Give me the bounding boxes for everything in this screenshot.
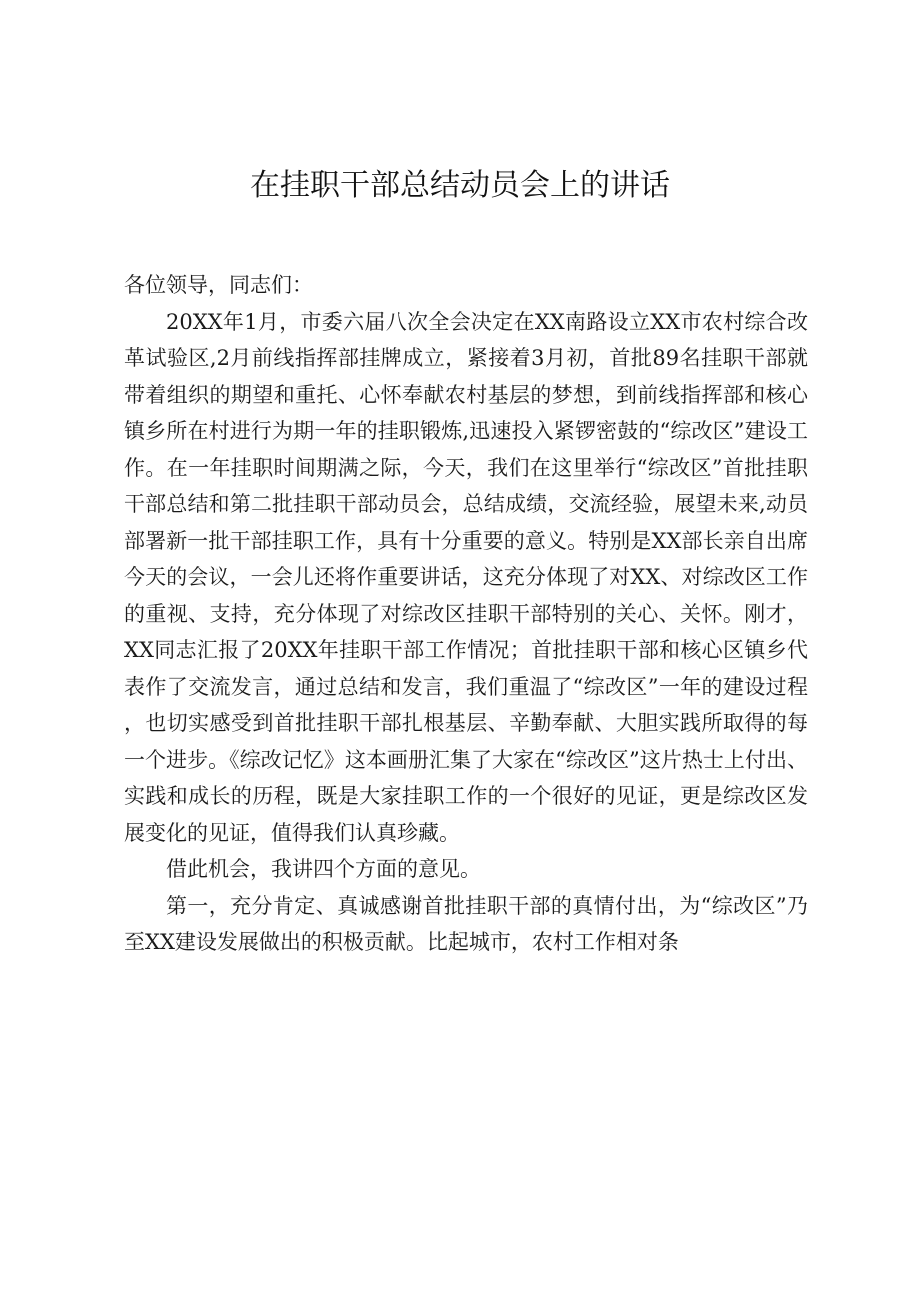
document-body (124, 267, 808, 961)
document-title: 在挂职干部总结动员会上的讲话 (250, 168, 670, 203)
salutation: 各位领导，同志们： (124, 273, 313, 297)
paragraph-3: 第一，充分肯定、真诚感谢首批挂职干部的真情付出，为“综改区”乃至XX建设发展做出的积极贡献。比起城市，农村工作相对条 (124, 893, 808, 954)
paragraph-1: 20XX年1月，市委六届八次全会决定在XX南路设立XX市农村综合改革试验区,2月前线指挥部挂牌成立，紧接着3月初，首批89名挂职干部就带着组织的期望和重托、心怀奉献农村基层的梦想，到前线指挥部和核心镇乡所在村进行为期一年的挂职锻炼,迅速投入紧锣密鼓的“综改区”建设工作。在一年挂职时间期满之际，今天，我们在这里举行“综改区”首批挂职干部总结和第二批挂职干部动员会，总结成绩，交流经验，展望未来,动员部署新一批干部挂职工作，具有十分重要的意义。特别是XX部长亲自出席今天的会议，一会儿还将作重要讲话，这充分体现了对XX、对综改区工作的重视、支持，充分体现了对综改区挂职干部特别的关心、关怀。刚才，XX同志汇报了20XX年挂职干部工作情况；首批挂职干部和核心区镇乡代表作了交流发言，通过总结和发言，我们重温了“综改区”一年的建设过程，也切实感受到首批挂职干部扎根基层、辛勤奉献、大胆实践所取得的每一个进步。《综改记忆》这本画册汇集了大家在“综改区”这片热士上付出、实践和成长的历程，既是大家挂职工作的一个很好的见证，更是综改区发展变化的见证，值得我们认真珍藏。 (124, 309, 808, 845)
paragraph-2: 借此机会，我讲四个方面的意见。 (166, 857, 481, 881)
